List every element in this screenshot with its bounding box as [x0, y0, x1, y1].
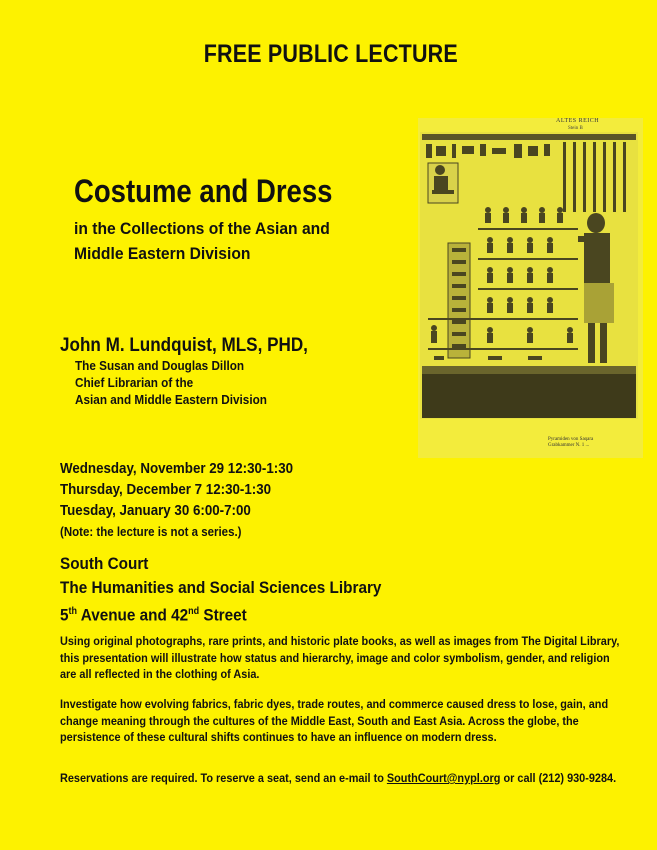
subtitle-line: in the Collections of the Asian and	[74, 219, 330, 238]
lecture-title: Costume and Dress	[74, 173, 333, 209]
dates-note: (Note: the lecture is not a series.)	[60, 525, 242, 539]
description-paragraph: Using original photographs, rare prints, and historic plate books, as well as images from The Digital Library, this presentation will illustrate how status and hierarchy, image and color symbolism, gender, and religion are all reflected in the clothing of Asia.	[60, 635, 620, 681]
speaker-name: John M. Lundquist, MLS, PHD,	[60, 335, 308, 356]
lecture-subtitle	[74, 216, 330, 266]
subtitle-line: Middle Eastern Division	[74, 244, 251, 263]
speaker-role-line: Asian and Middle Eastern Division	[75, 393, 267, 407]
date-line: Wednesday, November 29 12:30-1:30	[60, 461, 294, 477]
figure-caption-top: ALTES REICH	[556, 118, 600, 124]
lecture-dates	[60, 459, 293, 543]
reservation-text: Reservations are required. To reserve a seat, send an e-mail to	[60, 772, 387, 785]
venue-line: The Humanities and Social Sciences Library	[60, 578, 382, 597]
date-line: Thursday, December 7 12:30-1:30	[60, 482, 272, 498]
relief-image	[418, 118, 643, 438]
speaker-role-line: The Susan and Douglas Dillon	[75, 359, 245, 373]
figure-caption-sub: Stein B	[568, 126, 583, 131]
street-end: Street	[199, 605, 247, 625]
speaker-role	[75, 358, 267, 409]
header-free-public-lecture: FREE PUBLIC LECTURE	[203, 40, 458, 68]
venue-address	[60, 600, 381, 628]
venue-line: South Court	[60, 554, 149, 573]
date-line: Tuesday, January 30 6:00-7:00	[60, 503, 251, 519]
reservation-phone: or call (212) 930-9284.	[500, 772, 617, 785]
figure-caption-line: Grabkammer N. 1 ...	[548, 443, 590, 448]
ordinal-suffix: nd	[188, 606, 200, 617]
street-number: 5	[60, 605, 69, 625]
figure-caption-line: Pyramiden von Saqara	[548, 437, 594, 442]
description-paragraph: Investigate how evolving fabrics, fabric dyes, trade routes, and commerce caused dress to lose, gain, and change meaning through the cultures of the Middle East, South and East Asia. Across the globe, the persistence of these cultural shifts continues to have an influence on modern dress.	[60, 698, 609, 744]
ordinal-suffix: th	[68, 606, 78, 617]
egyptian-relief-illustration	[418, 118, 643, 458]
email-link[interactable]: SouthCourt@nypl.org	[386, 772, 501, 785]
figure-caption-bottom	[548, 437, 593, 449]
venue	[60, 552, 381, 628]
street-middle: Avenue and 42	[77, 605, 189, 625]
reservation-info	[60, 771, 624, 788]
speaker-role-line: Chief Librarian of the	[75, 376, 194, 390]
